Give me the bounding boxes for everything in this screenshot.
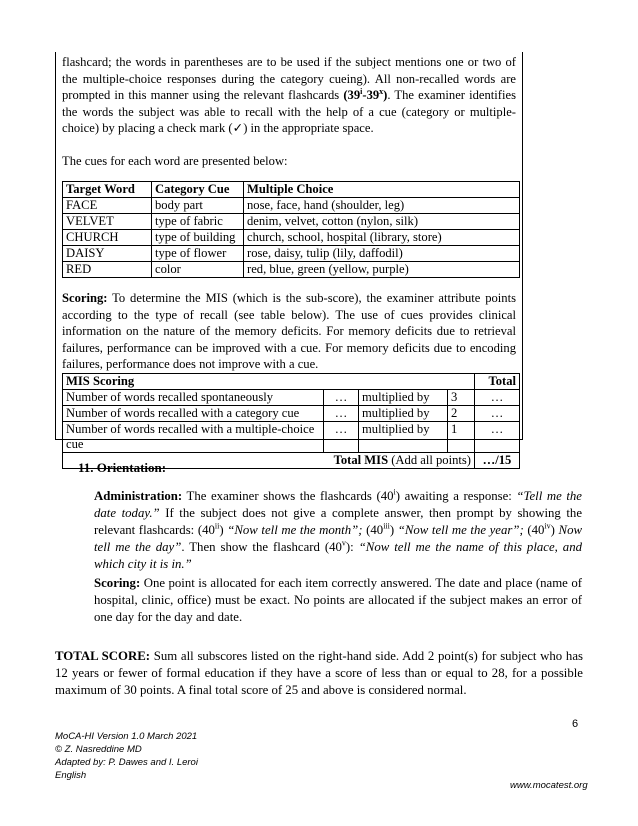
total-score-text: Sum all subscores listed on the right-hand side. Add 2 point(s) for subject who has 12 years or fewer of formal education if they have a score of less than or equal to 28, for a possible maximum of 30 points. A final total score of 25 and above is considered normal. (55, 649, 583, 697)
admin-sup: v (341, 538, 346, 548)
mis-mult: multiplied by (359, 421, 448, 452)
intro-text-2: . The examiner identifies the words the subject was able to recall with the help of a cue (category or multiple-choice) by placing a check mark ( (62, 88, 516, 135)
footer-line: © Z. Nasreddine MD (55, 744, 142, 755)
mis-mult: multiplied by (359, 389, 448, 405)
scoring-label: Scoring: (62, 291, 108, 305)
admin-text: If the subject does not give a complete answer, then prompt by showing the relevant flashcards: (40 (94, 506, 582, 537)
mis-total-rest: (Add all points) (388, 452, 471, 467)
table-row (63, 246, 520, 262)
admin-text: . Then show the flashcard (40 (181, 540, 342, 554)
orientation-heading: 11. Orientation: (78, 460, 167, 475)
admin-text: ) awaiting a response: (395, 489, 517, 503)
memory-instructions-box (55, 52, 523, 467)
table-row (63, 421, 520, 452)
orientation-scoring-text: One point is allocated for each item correctly answered. The date and place (name of hospital, clinic, office) must be exact. No points are allocated if the subject makes an error of one day for the day and date. (94, 576, 582, 624)
memory-intro-paragraph (62, 54, 516, 137)
cue-cell: type of flower (152, 246, 244, 262)
total-score-paragraph (55, 648, 583, 699)
intro-sup-2: x (379, 86, 384, 96)
check-mark-icon: ✓ (232, 121, 244, 135)
memory-scoring-paragraph (62, 290, 516, 373)
admin-quote: “Now tell me the year”; (397, 523, 524, 537)
table-row (63, 389, 520, 405)
admin-quote: “Now tell me the name of this place, and which city it is in.” (94, 540, 582, 571)
cue-cell: type of fabric (152, 214, 244, 230)
cue-cell: VELVET (63, 214, 152, 230)
orientation-scoring-label: Scoring: (94, 576, 141, 590)
footer-line: Adapted by: P. Dawes and I. Leroi (55, 757, 198, 768)
footer-line: MoCA-HI Version 1.0 March 2021 (55, 731, 198, 742)
table-row (63, 214, 520, 230)
admin-text: (40 (523, 523, 545, 537)
mis-result: … (475, 389, 520, 405)
mis-total-number: …/15 (482, 452, 512, 467)
admin-text: ) (550, 523, 559, 537)
admin-text: ) (219, 523, 228, 537)
mis-dots: … (324, 389, 359, 405)
cue-table-header (63, 182, 520, 198)
table-row (63, 262, 520, 278)
intro-flash: (39 (343, 88, 361, 102)
mis-header-total: Total (475, 373, 520, 389)
mis-label: Number of words recalled spontaneously (63, 389, 324, 405)
mis-factor: 2 (448, 405, 475, 421)
mis-factor: 3 (448, 389, 475, 405)
admin-text: ): (345, 540, 359, 554)
mis-header-left: MIS Scoring (63, 373, 475, 389)
intro-text-1: flashcard; the words in parentheses are to be used if the subject mentions one or two of the multiple-choice responses during the category cueing). All non-recalled words are prompted in this manner using the relevant flashcards (62, 55, 516, 102)
orientation-administration (94, 488, 582, 573)
mis-factor: 1 (448, 421, 475, 452)
mis-result: … (475, 421, 520, 452)
mis-mult: multiplied by (359, 405, 448, 421)
mis-label: Number of words recalled with a category cue (63, 405, 324, 421)
admin-text: The examiner shows the flashcards (40 (182, 489, 394, 503)
intro-text-3: ) in the appropriate space. (243, 121, 374, 135)
scoring-text: To determine the MIS (which is the sub-score), the examiner attribute points according to the type of recall (see table below). The use of cues provides clinical information on the nature of the memory deficits. For memory deficits due to retrieval failures, performance can be improved with a cue. For memory deficits due to encoding failures, performance does not improve with a cue. (62, 291, 516, 371)
cue-cell: RED (63, 262, 152, 278)
cue-cell: DAISY (63, 246, 152, 262)
cue-cell: rose, daisy, tulip (lily, daffodil) (244, 246, 520, 262)
admin-quote: “Now tell me the month”; (227, 523, 363, 537)
cue-cell: denim, velvet, cotton (nylon, silk) (244, 214, 520, 230)
mis-label: Number of words recalled with a multiple-choice cue (63, 421, 324, 452)
mis-total-bold: Total MIS (333, 452, 389, 467)
cues-text: The cues for each word are presented below: (62, 153, 288, 168)
cue-cell: color (152, 262, 244, 278)
table-row (63, 230, 520, 246)
footer-website: www.mocatest.org (510, 780, 588, 791)
admin-quote: “Tell me the date today.” (94, 489, 582, 520)
cue-cell: nose, face, hand (shoulder, leg) (244, 198, 520, 214)
admin-sup: iii (383, 521, 390, 531)
page-number: 6 (572, 718, 579, 730)
table-row (63, 198, 520, 214)
admin-sup: ii (214, 521, 220, 531)
cue-header-target: Target Word (63, 182, 152, 198)
mis-dots: … (324, 405, 359, 421)
intro-dash: -39 (362, 88, 380, 102)
total-score-label: TOTAL SCORE: (55, 649, 150, 663)
cue-header-choice: Multiple Choice (244, 182, 520, 198)
cue-table (62, 181, 520, 278)
intro-close: ) (383, 88, 388, 102)
footer-credits (55, 730, 585, 782)
cue-cell: body part (152, 198, 244, 214)
cue-cell: red, blue, green (yellow, purple) (244, 262, 520, 278)
orientation-scoring (94, 575, 582, 626)
cue-cell: church, school, hospital (library, store) (244, 230, 520, 246)
table-row (63, 405, 520, 421)
intro-sup-1: i (360, 86, 363, 96)
mis-header-row (63, 373, 520, 389)
cue-cell: CHURCH (63, 230, 152, 246)
admin-sup: i (393, 487, 396, 497)
admin-sup: iv (544, 521, 551, 531)
footer-line: English (55, 770, 87, 781)
mis-dots: … (324, 421, 359, 452)
admin-text: ) (389, 523, 398, 537)
mis-result: … (475, 405, 520, 421)
cue-cell: FACE (63, 198, 152, 214)
admin-text: (40 (362, 523, 384, 537)
mis-scoring-table (62, 373, 520, 469)
cue-header-category: Category Cue (152, 182, 244, 198)
cue-cell: type of building (152, 230, 244, 246)
mis-total-value (475, 452, 520, 468)
admin-quote: Now tell me the day” (94, 523, 583, 554)
admin-label: Administration: (94, 489, 183, 503)
